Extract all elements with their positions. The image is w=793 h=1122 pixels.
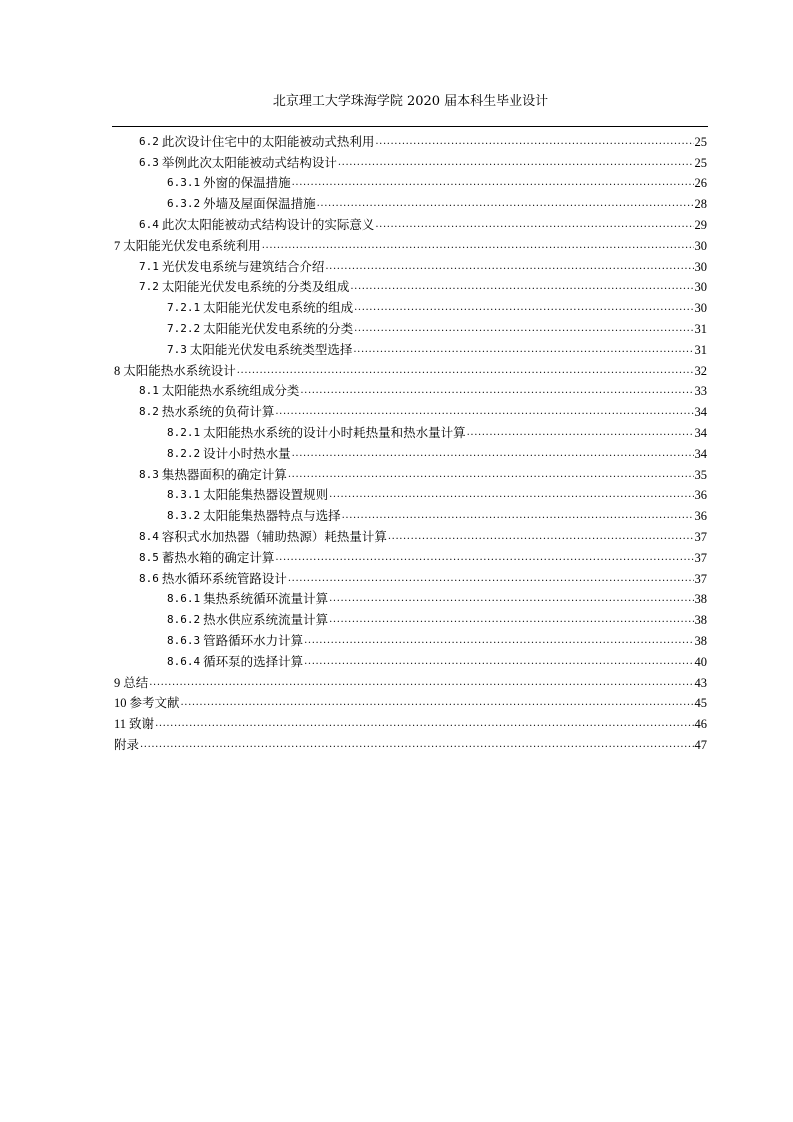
toc-entry-number: 8.1 — [139, 384, 159, 398]
dot-leader — [181, 695, 694, 711]
toc-entry-title: 此次设计住宅中的太阳能被动式热利用 — [161, 133, 375, 149]
toc-entry-page-number: 46 — [694, 717, 707, 732]
toc-entry-page-number: 47 — [694, 737, 707, 752]
toc-entry-title: 容积式水加热器（辅助热源）耗热量计算 — [161, 528, 387, 544]
toc-entry-number: 6.4 — [139, 217, 159, 231]
toc-entry-title: 管路循环水力计算 — [203, 632, 304, 648]
toc-entry-number: 6.3.1 — [167, 176, 201, 190]
toc-entry-number: 7.2.1 — [167, 301, 201, 315]
toc-entry-title: 太阳能热水系统组成分类 — [161, 383, 300, 399]
toc-entry[interactable] — [114, 503, 707, 524]
toc-entry-number: 8.6.2 — [167, 613, 201, 627]
dot-leader — [304, 633, 693, 649]
dot-leader — [354, 300, 693, 316]
toc-entry-page-number: 37 — [694, 529, 707, 544]
toc-entry-number: 8.5 — [139, 550, 159, 564]
dot-leader — [155, 716, 693, 732]
toc-entry-title: 太阳能光伏发电系统的组成 — [203, 300, 354, 316]
toc-entry-page-number: 29 — [694, 217, 707, 232]
table-of-contents — [114, 129, 707, 753]
toc-entry-page-number: 31 — [694, 321, 707, 336]
toc-entry-page-number: 30 — [694, 301, 707, 316]
toc-entry-title: 外墙及屋面保温措施 — [203, 196, 316, 212]
toc-entry-title: 太阳能热水系统的设计小时耗热量和热水量计算 — [203, 424, 466, 440]
toc-entry-title: 集热器面积的确定计算 — [161, 466, 287, 482]
toc-entry[interactable] — [114, 233, 707, 254]
dot-leader — [300, 383, 693, 399]
toc-entry[interactable] — [114, 462, 707, 483]
dot-leader — [354, 321, 693, 337]
toc-entry[interactable] — [114, 379, 707, 400]
dot-leader — [292, 446, 694, 462]
dot-leader — [140, 737, 693, 753]
dot-leader — [329, 487, 693, 503]
toc-entry-number: 10 — [114, 696, 127, 711]
toc-entry-number: 6.3 — [139, 155, 159, 169]
toc-entry-title: 太阳能光伏发电系统的分类 — [203, 320, 354, 336]
toc-entry-page-number: 37 — [694, 571, 707, 586]
toc-entry[interactable] — [114, 732, 707, 753]
dot-leader — [350, 279, 693, 295]
toc-entry-title: 设计小时热水量 — [203, 445, 291, 461]
toc-entry-number: 8.6.4 — [167, 654, 201, 668]
toc-entry-page-number: 34 — [694, 425, 707, 440]
toc-entry-number: 8.2.1 — [167, 425, 201, 439]
toc-entry-page-number: 25 — [694, 134, 707, 149]
toc-entry[interactable] — [114, 649, 707, 670]
dot-leader — [388, 529, 694, 545]
toc-entry-page-number: 38 — [694, 633, 707, 648]
toc-entry-page-number: 36 — [694, 509, 707, 524]
toc-entry-number: 8.4 — [139, 529, 159, 543]
toc-entry[interactable] — [114, 545, 707, 566]
toc-entry-title: 光伏发电系统与建筑结合介绍 — [161, 258, 325, 274]
toc-entry[interactable] — [114, 129, 707, 150]
toc-entry-number: 7 — [114, 238, 121, 253]
toc-entry-number: 7.2.2 — [167, 321, 201, 335]
dot-leader — [375, 134, 693, 150]
toc-entry[interactable] — [114, 420, 707, 441]
dot-leader — [342, 508, 694, 524]
toc-entry-number: 8.6.1 — [167, 592, 201, 606]
header-rule — [112, 126, 708, 127]
toc-entry-title: 太阳能光伏发电系统类型选择 — [189, 341, 353, 357]
dot-leader — [237, 363, 694, 379]
toc-entry-page-number: 37 — [694, 550, 707, 565]
toc-entry-number: 8.6.3 — [167, 633, 201, 647]
toc-entry-number: 7.3 — [167, 342, 187, 356]
toc-entry[interactable] — [114, 691, 707, 712]
toc-entry-number: 6.3.2 — [167, 197, 201, 211]
toc-entry-page-number: 26 — [694, 176, 707, 191]
toc-entry[interactable] — [114, 212, 707, 233]
dot-leader — [338, 155, 694, 171]
toc-entry-page-number: 30 — [694, 238, 707, 253]
dot-leader — [467, 425, 694, 441]
toc-entry-page-number: 45 — [694, 696, 707, 711]
toc-entry-title: 热水循环系统管路设计 — [161, 570, 287, 586]
toc-entry-title: 总结 — [123, 674, 149, 690]
toc-entry-number: 7.1 — [139, 259, 159, 273]
toc-entry[interactable] — [114, 399, 707, 420]
toc-entry[interactable] — [114, 566, 707, 587]
dot-leader — [329, 612, 693, 628]
toc-entry-page-number: 38 — [694, 592, 707, 607]
toc-entry-page-number: 34 — [694, 446, 707, 461]
toc-entry-page-number: 34 — [694, 405, 707, 420]
dot-leader — [288, 571, 694, 587]
toc-entry[interactable] — [114, 711, 707, 732]
toc-entry-title: 蓄热水箱的确定计算 — [161, 549, 275, 565]
toc-entry[interactable] — [114, 358, 707, 379]
toc-entry[interactable] — [114, 524, 707, 545]
toc-entry-title: 太阳能集热器设置规则 — [203, 487, 329, 503]
toc-entry[interactable] — [114, 670, 707, 691]
toc-entry[interactable] — [114, 607, 707, 628]
toc-entry[interactable] — [114, 483, 707, 504]
toc-entry[interactable] — [114, 275, 707, 296]
toc-entry-number: 8.6 — [139, 571, 159, 585]
dot-leader — [149, 675, 693, 691]
toc-entry-title: 外窗的保温措施 — [203, 175, 291, 191]
toc-entry-page-number: 40 — [694, 654, 707, 669]
toc-entry-number: 6.2 — [139, 134, 159, 148]
toc-entry-page-number: 38 — [694, 613, 707, 628]
toc-entry[interactable] — [114, 150, 707, 171]
toc-entry-number: 8 — [114, 363, 121, 378]
dot-leader — [275, 550, 693, 566]
dot-leader — [329, 591, 693, 607]
toc-entry-title: 致谢 — [129, 716, 155, 732]
toc-entry[interactable] — [114, 587, 707, 608]
toc-entry-title: 太阳能集热器特点与选择 — [203, 508, 341, 524]
toc-entry[interactable] — [114, 171, 707, 192]
toc-entry[interactable] — [114, 254, 707, 275]
dot-leader — [275, 404, 693, 420]
toc-entry-number: 8.3.1 — [167, 488, 201, 502]
toc-entry-title: 热水供应系统流量计算 — [203, 612, 329, 628]
toc-entry-number: 8.2 — [139, 405, 159, 419]
toc-entry[interactable] — [114, 316, 707, 337]
dot-leader — [292, 175, 694, 191]
dot-leader — [317, 196, 694, 212]
toc-entry-number: 8.3.2 — [167, 509, 201, 523]
dot-leader — [304, 654, 693, 670]
dot-leader — [288, 467, 694, 483]
dot-leader — [325, 259, 693, 275]
dot-leader — [262, 238, 694, 254]
toc-entry-page-number: 31 — [694, 342, 707, 357]
toc-entry-title: 太阳能光伏发电系统的分类及组成 — [161, 279, 350, 295]
dot-leader — [353, 342, 693, 358]
toc-entry-page-number: 43 — [694, 675, 707, 690]
toc-entry-page-number: 36 — [694, 488, 707, 503]
toc-entry-number: 7.2 — [139, 280, 159, 294]
toc-entry[interactable] — [114, 337, 707, 358]
toc-entry-number: 8.2.2 — [167, 446, 201, 460]
toc-entry-title: 附录 — [114, 736, 140, 752]
toc-entry[interactable] — [114, 441, 707, 462]
toc-entry[interactable] — [114, 295, 707, 316]
toc-entry-page-number: 35 — [694, 467, 707, 482]
toc-entry-title: 热水系统的负荷计算 — [161, 404, 275, 420]
toc-entry-title: 参考文献 — [129, 695, 180, 711]
toc-entry-page-number: 28 — [694, 197, 707, 212]
toc-entry-title: 此次太阳能被动式结构设计的实际意义 — [161, 216, 375, 232]
dot-leader — [375, 217, 693, 233]
toc-entry-page-number: 25 — [694, 155, 707, 170]
toc-entry-page-number: 30 — [694, 259, 707, 274]
toc-entry-title: 举例此次太阳能被动式结构设计 — [161, 154, 337, 170]
toc-entry-title: 循环泵的选择计算 — [203, 653, 304, 669]
toc-entry-title: 集热系统循环流量计算 — [203, 591, 329, 607]
toc-entry-number: 9 — [114, 675, 121, 690]
toc-entry-title: 太阳能热水系统设计 — [123, 362, 236, 378]
page-header: 北京理工大学珠海学院 2020 届本科生毕业设计 — [272, 94, 549, 109]
toc-entry[interactable] — [114, 191, 707, 212]
toc-entry-page-number: 33 — [694, 384, 707, 399]
toc-entry[interactable] — [114, 628, 707, 649]
toc-entry-title: 太阳能光伏发电系统利用 — [123, 237, 261, 253]
toc-entry-page-number: 30 — [694, 280, 707, 295]
toc-entry-page-number: 32 — [694, 363, 707, 378]
toc-entry-number: 11 — [114, 717, 127, 732]
toc-entry-number: 8.3 — [139, 467, 159, 481]
